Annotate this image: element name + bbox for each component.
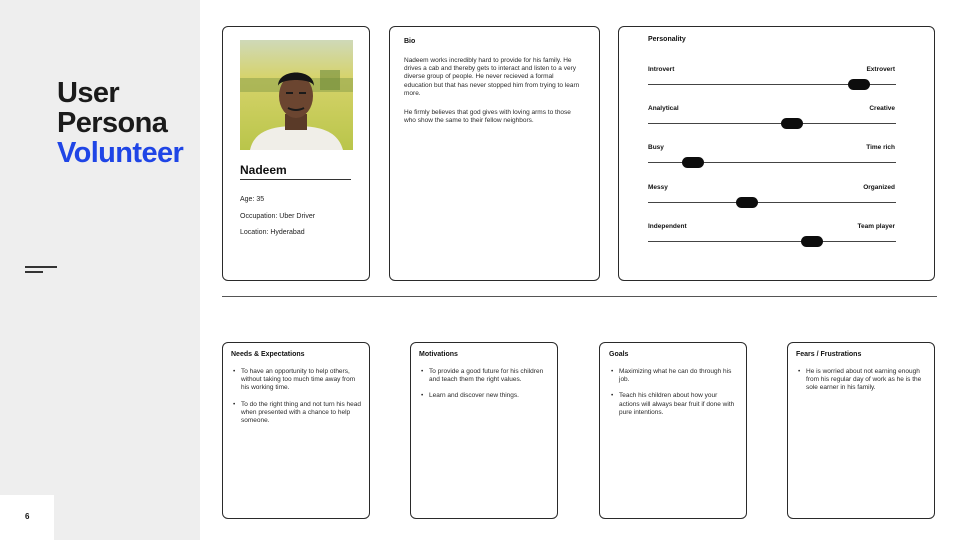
goals-list	[609, 368, 737, 425]
list-item: • Maximizing what he can do through his job.	[611, 368, 732, 384]
list-item: • Teach his children about how your actions will always bear fruit if done with pure intentions.	[611, 392, 735, 416]
trait-left-label: Introvert	[648, 66, 675, 73]
bio-paragraph-1: Nadeem works incredibly hard to provide for his family. He drives a cab and thereby gets to interact and listen to a very diverse group of people. He never recieved a formal education but that has never stopped him from trying to learn more.	[404, 57, 580, 97]
bio-paragraph-2: He firmly believes that god gives with loving arms to those who show the same to their fellow neighbors.	[404, 109, 571, 125]
trait-right-label: Team player	[857, 223, 895, 230]
trait-left-label: Analytical	[648, 105, 679, 112]
menu-dash-icon	[25, 266, 57, 268]
trait-slider-track[interactable]	[648, 123, 896, 124]
trait-right-label: Creative	[869, 105, 895, 112]
trait-slider-handle[interactable]	[682, 157, 704, 168]
title-line-volunteer: Volunteer	[57, 137, 184, 169]
motivations-title: Motivations	[419, 351, 458, 358]
fears-card	[787, 342, 935, 519]
motivations-card	[410, 342, 558, 519]
fears-title: Fears / Frustrations	[796, 351, 862, 358]
trait-right-label: Organized	[863, 184, 895, 191]
goals-title: Goals	[609, 351, 629, 358]
trait-slider-track[interactable]	[648, 202, 896, 203]
goals-card	[599, 342, 747, 519]
needs-list	[231, 368, 365, 433]
trait-slider-handle[interactable]	[781, 118, 803, 129]
motivations-list	[419, 368, 553, 409]
menu-dash-icon-short	[25, 271, 43, 273]
title-line-persona: Persona	[57, 107, 168, 139]
list-item: • To provide a good future for his children and teach them the right values.	[421, 368, 544, 384]
trait-slider-handle[interactable]	[848, 79, 870, 90]
trait-left-label: Independent	[648, 223, 687, 230]
trait-right-label: Extrovert	[866, 66, 895, 73]
list-item: • To have an opportunity to help others, without taking too much time away from his working time.	[233, 368, 356, 392]
trait-right-label: Time rich	[866, 144, 895, 151]
title-line-user: User	[57, 77, 120, 109]
profile-name: Nadeem	[240, 163, 287, 177]
portrait-photo-icon	[240, 40, 353, 150]
profile-age: Age: 35	[240, 196, 265, 203]
trait-slider-track[interactable]	[648, 241, 896, 242]
trait-slider-handle[interactable]	[801, 236, 823, 247]
page-title	[57, 78, 183, 168]
page-number: 6	[25, 512, 30, 521]
profile-card	[222, 26, 370, 281]
trait-left-label: Messy	[648, 184, 668, 191]
list-item: • To do the right thing and not turn his head when presented with a chance to help someone.	[233, 400, 361, 425]
needs-title: Needs & Expectations	[231, 351, 305, 358]
bio-title: Bio	[404, 38, 416, 45]
trait-slider-handle[interactable]	[736, 197, 758, 208]
personality-title: Personality	[648, 36, 686, 43]
profile-occupation: Occupation: Uber Driver	[240, 213, 316, 220]
personality-card	[618, 26, 935, 281]
list-item: • He is worried about not earning enough from his regular day of work as he is the sole earner in his family.	[798, 368, 922, 392]
section-divider	[222, 296, 937, 297]
profile-location: Location: Hyderabad	[240, 229, 305, 236]
trait-left-label: Busy	[648, 144, 664, 151]
bio-card	[389, 26, 600, 281]
name-divider	[240, 179, 351, 180]
fears-list	[796, 368, 928, 401]
list-item: • Learn and discover new things.	[421, 392, 519, 400]
needs-card	[222, 342, 370, 519]
